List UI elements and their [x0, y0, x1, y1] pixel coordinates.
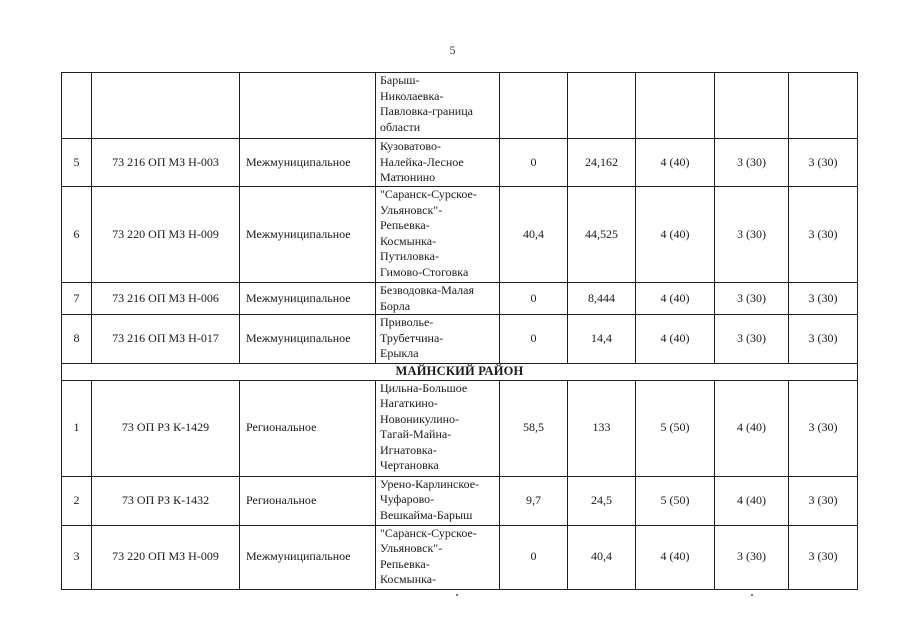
- value-col9: 3 (30): [789, 187, 858, 283]
- district-heading: МАЙНСКИЙ РАЙОН: [62, 364, 858, 381]
- value-col7: 4 (40): [636, 283, 715, 315]
- value-col9: 3 (30): [789, 525, 858, 589]
- table-row: [62, 187, 858, 283]
- row-number: 2: [62, 476, 92, 525]
- scan-dot: [456, 594, 458, 596]
- value-col9: 3 (30): [789, 315, 858, 364]
- value-col7: 4 (40): [636, 525, 715, 589]
- table-row: [62, 283, 858, 315]
- value-col6: 40,4: [568, 525, 636, 589]
- value-col6: 24,162: [568, 139, 636, 187]
- road-name: Барыш- Николаевка- Павловка-граница области: [376, 73, 500, 139]
- value-col8: [715, 73, 789, 139]
- road-name: Привольe- Трубетчина- Ерыкла: [376, 315, 500, 364]
- value-col7: [636, 73, 715, 139]
- value-col6: 8,444: [568, 283, 636, 315]
- value-col5: 0: [500, 283, 568, 315]
- value-col5: 9,7: [500, 476, 568, 525]
- road-code: 73 216 ОП МЗ Н-017: [92, 315, 240, 364]
- road-category: Межмуниципальное: [240, 283, 376, 315]
- value-col5: 0: [500, 315, 568, 364]
- row-number: 7: [62, 283, 92, 315]
- value-col8: 4 (40): [715, 380, 789, 476]
- road-category: Региональное: [240, 380, 376, 476]
- road-code: 73 220 ОП МЗ Н-009: [92, 525, 240, 589]
- row-number: 1: [62, 380, 92, 476]
- value-col5: 0: [500, 139, 568, 187]
- road-category: [240, 73, 376, 139]
- value-col7: 5 (50): [636, 380, 715, 476]
- road-category: Межмуниципальное: [240, 187, 376, 283]
- value-col8: 3 (30): [715, 315, 789, 364]
- road-category: Межмуниципальное: [240, 315, 376, 364]
- row-number: [62, 73, 92, 139]
- road-name: Урено-Карлинское- Чуфарово- Вешкайма-Барыш: [376, 476, 500, 525]
- value-col7: 4 (40): [636, 315, 715, 364]
- value-col9: [789, 73, 858, 139]
- scan-dot: [751, 594, 753, 596]
- road-code: 73 216 ОП МЗ Н-003: [92, 139, 240, 187]
- table-row: [62, 476, 858, 525]
- value-col5: 40,4: [500, 187, 568, 283]
- road-category: Межмуниципальное: [240, 525, 376, 589]
- table-row: [62, 73, 858, 139]
- row-number: 8: [62, 315, 92, 364]
- value-col9: 3 (30): [789, 476, 858, 525]
- table-body: [62, 73, 858, 590]
- value-col8: 4 (40): [715, 476, 789, 525]
- road-code: 73 ОП РЗ К-1429: [92, 380, 240, 476]
- value-col8: 3 (30): [715, 283, 789, 315]
- row-number: 6: [62, 187, 92, 283]
- value-col8: 3 (30): [715, 525, 789, 589]
- table-row: [62, 139, 858, 187]
- value-col9: 3 (30): [789, 283, 858, 315]
- road-name: "Саранск-Сурское- Ульяновск"- Репьевка- Космынка- Путиловка- Гимово-Стоговка: [376, 187, 500, 283]
- value-col6: 14,4: [568, 315, 636, 364]
- value-col5: [500, 73, 568, 139]
- roads-table: [61, 72, 858, 590]
- road-code: 73 216 ОП МЗ Н-006: [92, 283, 240, 315]
- road-category: Региональное: [240, 476, 376, 525]
- page-number: 5: [449, 43, 456, 57]
- table-row: [62, 525, 858, 589]
- value-col5: 58,5: [500, 380, 568, 476]
- road-category: Межмуниципальное: [240, 139, 376, 187]
- row-number: 5: [62, 139, 92, 187]
- scan-artifact-dots: [61, 594, 857, 598]
- value-col8: 3 (30): [715, 139, 789, 187]
- row-number: 3: [62, 525, 92, 589]
- road-name: Безводовка-Малая Борла: [376, 283, 500, 315]
- value-col6: 44,525: [568, 187, 636, 283]
- value-col7: 4 (40): [636, 139, 715, 187]
- value-col7: 4 (40): [636, 187, 715, 283]
- section-row: [62, 364, 858, 381]
- table-row: [62, 315, 858, 364]
- value-col8: 3 (30): [715, 187, 789, 283]
- road-name: Кузоватово- Налейка-Лесное Матюнино: [376, 139, 500, 187]
- road-name: Цильна-Большое Нагаткино- Новоникулино- Тагай-Майна- Игнатовка- Чертановка: [376, 380, 500, 476]
- road-code: [92, 73, 240, 139]
- table-row: [62, 380, 858, 476]
- value-col6: 24,5: [568, 476, 636, 525]
- road-name: "Саранск-Сурское- Ульяновск"- Репьевка- Космынка-: [376, 525, 500, 589]
- value-col5: 0: [500, 525, 568, 589]
- value-col6: 133: [568, 380, 636, 476]
- value-col9: 3 (30): [789, 380, 858, 476]
- value-col9: 3 (30): [789, 139, 858, 187]
- road-code: 73 ОП РЗ К-1432: [92, 476, 240, 525]
- value-col7: 5 (50): [636, 476, 715, 525]
- value-col6: [568, 73, 636, 139]
- road-code: 73 220 ОП МЗ Н-009: [92, 187, 240, 283]
